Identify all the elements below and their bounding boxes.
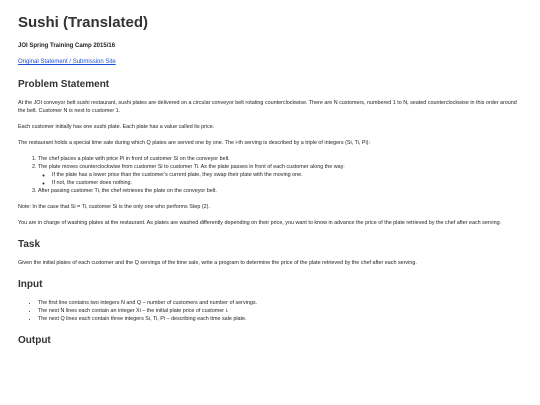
problem-paragraph-4: You are in charge of washing plates at the restaurant. As plates are washed differently depending on their price, you want to know in advance the price of the plate retrieved by the chef after each serving. xyxy=(18,220,502,226)
note-paragraph: Note: In the case that Si = Ti, customer Si is the only one who performs Step (2). xyxy=(18,204,210,210)
problem-paragraph-1: At the JOI conveyor belt sushi restaurant, sushi plates are delivered on a circular conveyor belt rotating counterclockwise. There are N customers, numbered 1 to N, seated counterclockwise in this order around the belt. Customer N is next to customer 1. xyxy=(18,100,517,114)
step-item xyxy=(38,155,522,163)
input-item: • The next N lines each contain an integer Xi – the initial plate price of customer i. xyxy=(38,307,522,315)
task-heading: Task xyxy=(18,239,41,250)
step-text: The plate moves counterclockwise from customer Si to customer Ti. As the plate passes in front of each customer along the way: xyxy=(38,164,345,170)
input-list xyxy=(18,299,522,323)
step-text: After passing customer Ti, the chef retrieves the plate on the conveyor belt. xyxy=(38,188,217,194)
problem-paragraph-3: The restaurant holds a special time sale during which Q plates are served one by one. The i-th serving is described by a triple of integers (Si, Ti, Pi): xyxy=(18,140,370,146)
problem-statement-heading: Problem Statement xyxy=(18,79,110,90)
step-item xyxy=(38,163,522,187)
step-text: The chef places a plate with price Pi in front of customer Si on the conveyor belt. xyxy=(38,156,230,162)
input-item: • The first line contains two integers N and Q – number of customers and number of servings. xyxy=(38,299,522,307)
output-heading: Output xyxy=(18,335,51,346)
contest-name: JOI Spring Training Camp 2015/16 xyxy=(18,43,116,49)
problem-paragraph-2: Each customer initially has one sushi plate. Each plate has a value called its price. xyxy=(18,124,215,130)
step-item xyxy=(38,187,522,195)
page-title: Sushi (Translated) xyxy=(18,14,149,31)
step-sub-list xyxy=(38,171,522,187)
task-paragraph: Given the initial plates of each customer and the Q servings of the time sale, write a program to determine the price of the plate retrieved by the chef after each serving. xyxy=(18,260,417,266)
sub-step-item: ◦ If the plate has a lower price than the customer's current plate, they swap their plate with the moving one. xyxy=(52,171,522,179)
original-statement-link[interactable]: Original Statement / Submission Site xyxy=(18,59,116,65)
input-heading: Input xyxy=(18,279,43,290)
input-item: • The next Q lines each contain three integers Si, Ti, Pi – describing each time sale plate. xyxy=(38,315,522,323)
serving-steps-list xyxy=(18,155,522,195)
sub-step-item: ◦ If not, the customer does nothing. xyxy=(52,179,522,187)
